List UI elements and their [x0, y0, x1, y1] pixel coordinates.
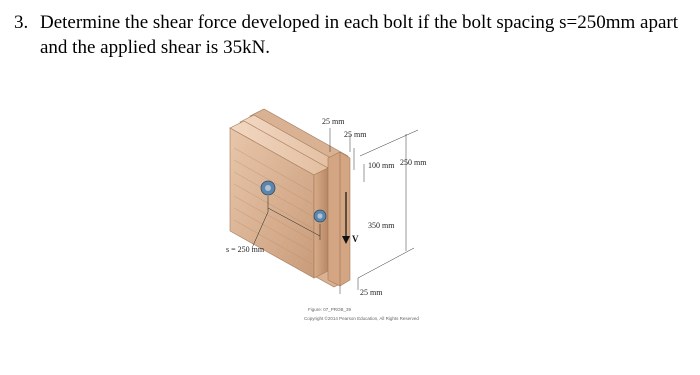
question-line2-text: and the applied shear is 35kN. — [40, 37, 271, 58]
question-line-1 — [14, 10, 698, 35]
web-board — [328, 152, 350, 286]
beam-illustration — [222, 108, 472, 348]
dim-350mm: 350 mm — [368, 221, 395, 230]
dim-25mm-bottom: 25 mm — [360, 288, 383, 297]
figure-caption: Figure: 07_PROB_39 — [308, 307, 352, 312]
bolt-1 — [261, 181, 275, 195]
dim-25mm-top-left: 25 mm — [322, 117, 345, 126]
dim-spacing: s = 250 mm — [226, 245, 265, 254]
bolt-2 — [314, 210, 326, 222]
question-line1-text: Determine the shear force developed in each bolt if the bolt spacing s=250mm apart — [40, 12, 679, 33]
dim-250mm-right: 250 mm — [400, 158, 427, 167]
figure-credit: Copyright ©2014 Pearson Education, All Rights Reserved — [304, 316, 419, 321]
dim-25mm-top-right: 25 mm — [344, 130, 367, 139]
question-number: 3. — [14, 12, 29, 33]
question-text — [14, 10, 698, 60]
load-label-v: V — [352, 234, 359, 244]
dim-100mm: 100 mm — [368, 161, 395, 170]
bolted-beam-figure — [222, 108, 472, 348]
